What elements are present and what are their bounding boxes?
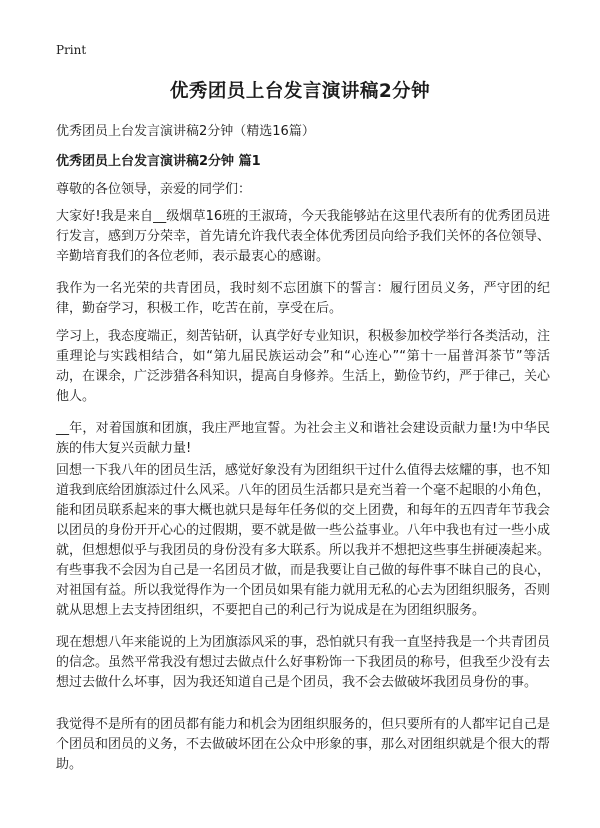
paragraph-salutation: 尊敬的各位领导，亲爱的同学们： bbox=[56, 182, 252, 197]
paragraph: 回想一下我八年的团员生活，感觉好象没有为团组织干过什么值得去炫耀的事，也不知道我到底给团旗添过什么风采。八年的团员生活都只是充当着一个毫不起眼的小角色，能和团员联系起来的事大概也就只是每年任务似的交上团费，和每年的五四青年节我会以团员的身份开开心心的过假期，要不就是做一些公益事业。八年中我也有过一些小成就，但想想似乎与我团员的身份没有多大联系。所以我并不想把这些事生拼硬凑起来。有些事我不会因为自己是一名团员才做，而是我要让自己做的每件事不昧自己的良心，对祖国有益。所以我觉得作为一个团员如果有能力就用无私的心去为团组织服务，否则就从思想上去支持团组织，不要把自己的利己行为说成是在为团组织服务。 bbox=[56, 463, 551, 618]
document-subtitle: 优秀团员上台发言演讲稿2分钟（精选16篇） bbox=[56, 124, 315, 139]
section-heading: 优秀团员上台发言演讲稿2分钟 篇1 bbox=[56, 154, 261, 169]
document-title: 优秀团员上台发言演讲稿2分钟 bbox=[169, 81, 431, 102]
paragraph: __年，对着国旗和团旗，我庄严地宣誓。为社会主义和谐社会建设贡献力量!为中华民族的伟大复兴贡献力量! bbox=[56, 421, 550, 456]
paragraph: 我作为一名光荣的共青团员，我时刻不忘团旗下的誓言：履行团员义务，严守团的纪律，勤奋学习，积极工作，吃苦在前，享受在后。 bbox=[56, 281, 550, 316]
paragraph: 我觉得不是所有的团员都有能力和机会为团组织服务的，但只要所有的人都牢记自己是个团员和团员的义务，不去做破坏团在公众中形象的事，那么对团组织就是个很大的帮助。 bbox=[56, 717, 551, 772]
paragraph: 现在想想八年来能说的上为团旗添风采的事，恐怕就只有我一直坚持我是一个共青团员的信念。虽然平常我没有想过去做点什么好事粉饰一下我团员的称号，但我至少没有去想过去做什么坏事，因为我还知道自己是个团员，我不会去做破坏我团员身份的事。 bbox=[56, 635, 551, 690]
paragraph: 学习上，我态度端正，刻苦钻研，认真学好专业知识，积极参加校学举行各类活动，注重理论与实践相结合，如“第九届民族运动会”和“心连心”“第十一届普洱茶节”等活动，在课余，广泛涉猎各科知识，提高自身修养。生活上，勤俭节约，严于律己，关心他人。 bbox=[56, 329, 551, 404]
print-label[interactable]: Print bbox=[56, 43, 87, 57]
paragraph: 大家好!我是来自__级烟草16班的王淑琦，今天我能够站在这里代表所有的优秀团员进行发言，感到万分荣幸，首先请允许我代表全体优秀团员向给予我们关怀的各位领导、辛勤培育我们的各位老师，表示最衷心的感谢。 bbox=[56, 209, 551, 264]
